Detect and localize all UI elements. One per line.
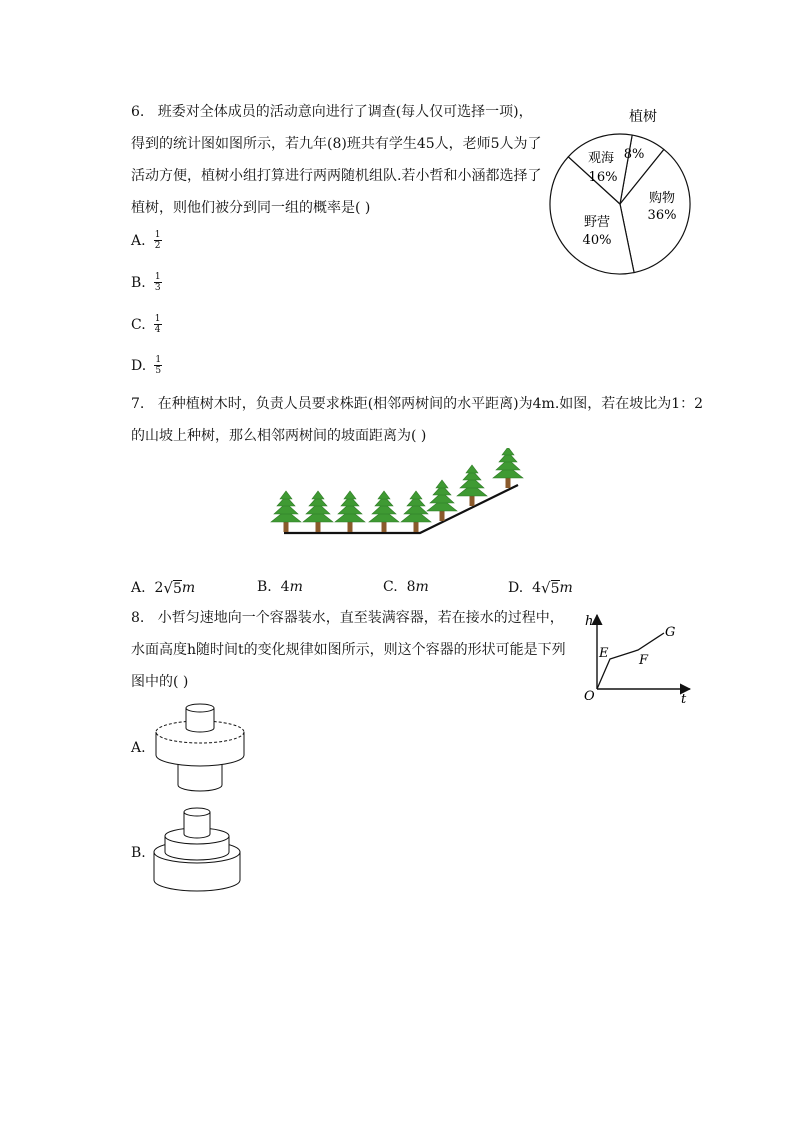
q6-option-b[interactable]: B. $\frac{1}{3}$	[131, 272, 161, 293]
q8-line-3: 图中的( )	[131, 674, 189, 690]
container-a-middle-cylinder	[156, 732, 244, 766]
tree-icon	[457, 465, 487, 506]
tree-icon	[335, 491, 365, 532]
fraction: $\frac{1}{2}$	[154, 230, 161, 251]
pie-chart	[540, 100, 700, 280]
q7-line-2: 的山坡上种树，那么相邻两树间的坡面距离为( )	[131, 428, 427, 444]
graph-point-g: G	[665, 625, 676, 640]
fraction: $\frac{1}{5}$	[155, 355, 162, 376]
q7-number: 7.	[131, 396, 145, 412]
q6-line-3: 活动方便，植树小组打算进行两两随机组队.若小哲和小涵都选择了	[131, 168, 542, 184]
water-height-curve	[597, 633, 664, 689]
pie-pct-camp: 40%	[582, 233, 612, 248]
q8-text-1: 小哲匀速地向一个容器装水，直至装满容器，若在接水的过程中，	[157, 610, 564, 626]
q6-line-4: 植树，则他们被分到同一组的概率是( )	[131, 200, 371, 216]
q8-option-b-label[interactable]: B.	[131, 845, 146, 861]
q8-option-a-label[interactable]: A.	[131, 740, 146, 756]
height-time-graph	[578, 605, 698, 709]
tree-icon	[493, 448, 523, 488]
pie-label-sea: 观海	[587, 151, 615, 166]
q6-option-d[interactable]: D. $\frac{1}{5}$	[131, 355, 162, 376]
q8-line-1	[131, 610, 564, 626]
graph-point-f: F	[639, 653, 649, 668]
q8-number: 8.	[131, 610, 145, 626]
fraction: $\frac{1}{3}$	[154, 272, 161, 293]
graph-h-label: h	[585, 614, 594, 629]
q7-text-1: 在种植树木时，负责人员要求株距(相邻两树间的水平距离)为4m.如图，若在坡比为1：2	[157, 396, 704, 412]
slope-figure	[262, 448, 538, 540]
q7-option-b[interactable]: B. 4 m	[257, 579, 303, 595]
container-a-top-lid	[186, 704, 214, 712]
q6-text-1: 班委对全体成员的活动意向进行了调查(每人仅可选择一项)，	[157, 104, 533, 120]
tree-icon	[427, 480, 457, 521]
pie-label-shop: 购物	[648, 191, 676, 206]
graph-t-label: t	[681, 692, 687, 707]
tree-icon	[401, 491, 431, 532]
q7-option-d[interactable]: D. 4 √ 5 m	[508, 579, 573, 597]
q8-option-b-figure[interactable]	[150, 804, 250, 896]
q6-option-a[interactable]: A. $\frac{1}{2}$	[131, 230, 161, 251]
pie-pct-sea: 16%	[588, 170, 618, 185]
q6-line-1	[131, 104, 533, 120]
q6-option-c[interactable]: C. $\frac{1}{4}$	[131, 314, 161, 335]
q8-option-a-figure[interactable]	[150, 698, 250, 800]
pie-label-camp: 野营	[583, 215, 611, 230]
tree-icon	[271, 491, 301, 532]
q7-option-c[interactable]: C. 8 m	[383, 579, 429, 595]
q6-number: 6.	[131, 104, 145, 120]
q7-line-1	[131, 396, 703, 412]
sqrt-icon: √	[541, 579, 551, 597]
graph-point-e: E	[599, 646, 609, 661]
q7-option-a[interactable]: A. 2 √ 5 m	[131, 579, 196, 597]
pie-pct-shop: 36%	[647, 208, 677, 223]
fraction: $\frac{1}{4}$	[154, 314, 161, 335]
tree-group	[271, 448, 523, 532]
container-b-top-lid	[184, 808, 210, 816]
tree-icon	[369, 491, 399, 532]
graph-origin-label: O	[584, 689, 595, 704]
pie-pct-plant: 8%	[623, 147, 645, 162]
q6-line-2: 得到的统计图如图所示，若九年(8)班共有学生45人，老师5人为了	[131, 136, 542, 152]
q8-line-2: 水面高度h随时间t的变化规律如图所示，则这个容器的形状可能是下列	[131, 642, 566, 658]
tree-icon	[303, 491, 333, 532]
pie-label-plant: 植树	[629, 109, 657, 125]
sqrt-icon: √	[163, 579, 173, 597]
